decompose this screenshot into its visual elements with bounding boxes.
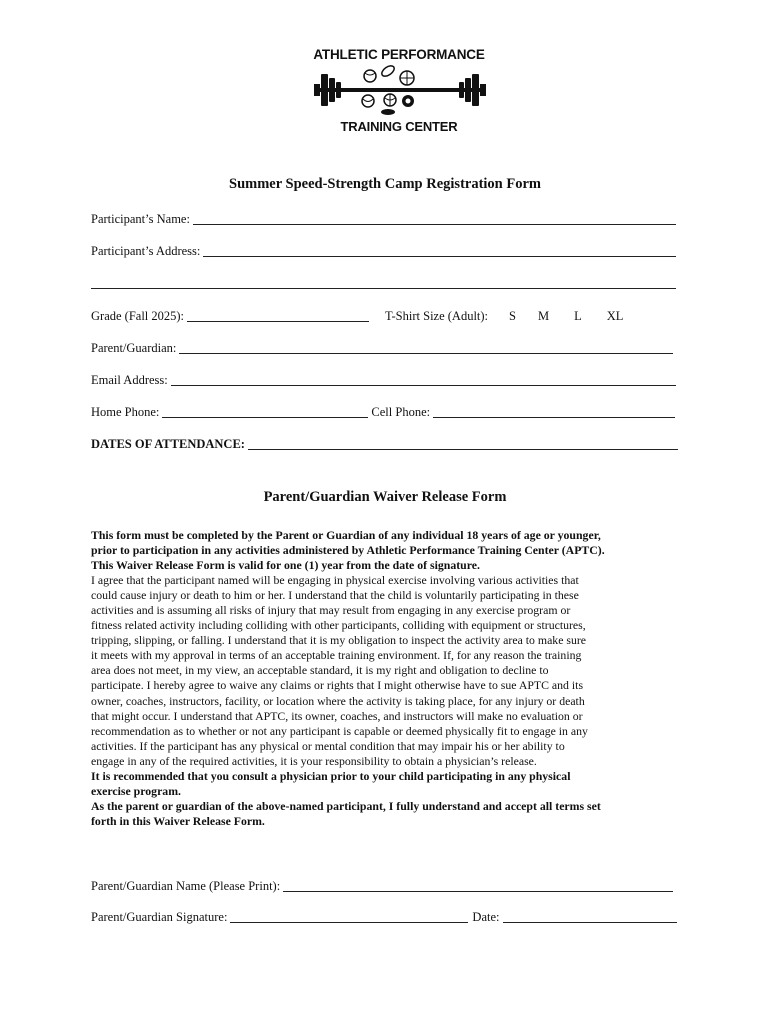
waiver-line: activities and is assuming all risks of injury that may result from engaging in any exercise program or bbox=[91, 603, 571, 618]
guardian-name-label: Parent/Guardian Name (Please Print): bbox=[91, 879, 281, 893]
grade-tshirt-row bbox=[91, 306, 651, 324]
dates-field[interactable] bbox=[91, 434, 678, 452]
date-line[interactable] bbox=[503, 910, 678, 923]
home-phone-label: Home Phone: bbox=[91, 405, 160, 419]
form-title: Summer Speed-Strength Camp Registration Form bbox=[229, 176, 541, 192]
waiver-line: prior to participation in any activities administered by Athletic Performance Training Center (APTC). bbox=[91, 543, 605, 558]
participant-address-label: Participant’s Address: bbox=[91, 244, 201, 258]
waiver-line: I agree that the participant named will be engaging in physical exercise involving various activities that bbox=[91, 573, 579, 588]
waiver-line: area does not meet, in my view, an acceptable standard, it is my right and obligation to decline to bbox=[91, 663, 549, 678]
waiver-line: This form must be completed by the Parent or Guardian of any individual 18 years of age or younger, bbox=[91, 528, 601, 542]
guardian-name-line[interactable] bbox=[283, 879, 673, 892]
barbell-logo-icon bbox=[310, 60, 490, 120]
waiver-line: As the parent or guardian of the above-named participant, I fully understand and accept all terms set bbox=[91, 798, 601, 813]
waiver-line: It is recommended that you consult a physician prior to your child participating in any physical bbox=[91, 768, 571, 783]
size-option-s[interactable]: S bbox=[509, 309, 516, 323]
waiver-line: engage in any of the required activities, it is your responsibility to obtain a physician’s release. bbox=[91, 753, 537, 768]
phone-row bbox=[91, 402, 675, 420]
size-option-l[interactable]: L bbox=[574, 309, 582, 323]
date-label: Date: bbox=[472, 910, 500, 924]
waiver-text bbox=[91, 528, 691, 829]
tshirt-label: T-Shirt Size (Adult): bbox=[385, 309, 489, 323]
waiver-line: activities. If the participant has any physical or mental condition that may impair his or her ability to bbox=[91, 738, 565, 753]
guardian-name-field[interactable] bbox=[91, 876, 673, 894]
logo bbox=[300, 40, 500, 140]
waiver-line: recommendation as to whether or not any participant is capable or deemed physically fit to engage in any bbox=[91, 723, 588, 738]
participant-name-label: Participant’s Name: bbox=[91, 212, 190, 226]
waiver-title: Parent/Guardian Waiver Release Form bbox=[263, 489, 507, 505]
waiver-line: owner, coaches, instructors, facility, or location where the activity is taking place, for any injury or death bbox=[91, 693, 585, 708]
grade-line[interactable] bbox=[187, 309, 369, 322]
dates-line[interactable] bbox=[248, 437, 678, 450]
email-field[interactable] bbox=[91, 370, 676, 388]
logo-title: ATHLETIC PERFORMANCE bbox=[313, 47, 485, 62]
grade-label: Grade (Fall 2025): bbox=[91, 309, 185, 323]
waiver-line: tripping, slipping, or falling. I understand that it is my obligation to inspect the activity area to make sure bbox=[91, 633, 587, 648]
guardian-signature-label: Parent/Guardian Signature: bbox=[91, 910, 228, 924]
signature-row bbox=[91, 907, 677, 925]
parent-guardian-line[interactable] bbox=[179, 341, 673, 354]
cell-phone-label: Cell Phone: bbox=[371, 405, 431, 419]
size-option-m[interactable]: M bbox=[538, 309, 550, 323]
email-line[interactable] bbox=[171, 373, 676, 386]
parent-guardian-label: Parent/Guardian: bbox=[91, 341, 177, 355]
participant-address-field[interactable] bbox=[91, 241, 676, 259]
email-label: Email Address: bbox=[91, 373, 168, 387]
participant-address-line[interactable] bbox=[203, 244, 676, 257]
waiver-line: could cause injury or death to him or her. I understand that the child is voluntarily participating in these bbox=[91, 588, 579, 603]
waiver-line: This Waiver Release Form is valid for one (1) year from the date of signature. bbox=[91, 558, 480, 573]
address-continuation-line[interactable] bbox=[91, 276, 676, 289]
waiver-line: exercise program. bbox=[91, 783, 181, 798]
waiver-line: fitness related activity including colliding with other participants, colliding with equipment or structures, bbox=[91, 618, 586, 633]
participant-name-field[interactable] bbox=[91, 209, 676, 227]
logo-subtitle: TRAINING CENTER bbox=[340, 119, 458, 134]
participant-address-line-2[interactable] bbox=[91, 273, 676, 291]
waiver-line: it meets with my approval in terms of an acceptable training environment. If, for any reason the training bbox=[91, 648, 582, 663]
size-option-xl[interactable]: XL bbox=[606, 309, 624, 323]
waiver-line: that might occur. I understand that APTC, its owner, coaches, and instructors will make no evaluation or bbox=[91, 708, 583, 723]
participant-name-line[interactable] bbox=[193, 212, 676, 225]
waiver-line: participate. I hereby agree to waive any claims or rights that I might otherwise have to sue APTC and its bbox=[91, 678, 584, 693]
home-phone-line[interactable] bbox=[162, 405, 368, 418]
dates-label: DATES OF ATTENDANCE: bbox=[91, 437, 245, 451]
guardian-signature-line[interactable] bbox=[230, 910, 468, 923]
cell-phone-line[interactable] bbox=[433, 405, 675, 418]
parent-guardian-field[interactable] bbox=[91, 338, 673, 356]
waiver-line: forth in this Waiver Release Form. bbox=[91, 813, 265, 828]
